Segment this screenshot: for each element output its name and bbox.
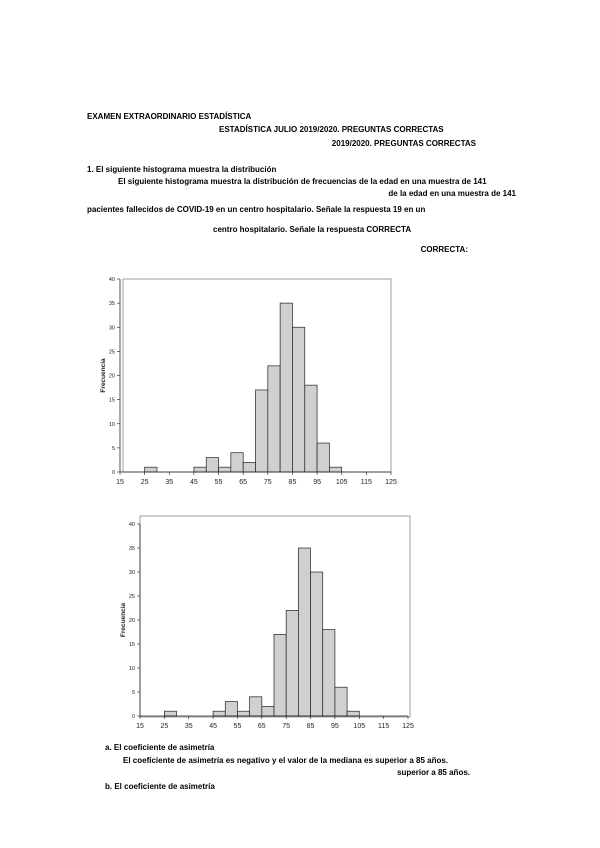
histogram-bar bbox=[280, 303, 292, 472]
y-tick-label: 15 bbox=[128, 642, 135, 648]
histogram-bar bbox=[323, 630, 335, 716]
y-tick-label: 10 bbox=[108, 421, 115, 428]
histogram-bar bbox=[213, 711, 225, 716]
x-tick-label: 85 bbox=[288, 479, 297, 486]
x-tick-label: 55 bbox=[214, 479, 223, 486]
histogram-chart-1 bbox=[95, 270, 410, 495]
exam-title: EXAMEN EXTRAORDINARIO ESTADÍSTICA bbox=[87, 112, 252, 121]
histogram-bar bbox=[286, 610, 298, 716]
histogram-bar bbox=[329, 467, 341, 472]
histogram-bar bbox=[194, 467, 206, 472]
x-tick-label: 35 bbox=[184, 723, 193, 730]
y-tick-label: 20 bbox=[128, 618, 135, 624]
y-tick-label: 0 bbox=[131, 714, 135, 720]
histogram-bar bbox=[243, 462, 255, 472]
y-tick-label: 5 bbox=[131, 690, 135, 696]
exam-subtitle: ESTADÍSTICA JULIO 2019/2020. PREGUNTAS CORRECTAS bbox=[219, 125, 444, 134]
question-1-text-line2: pacientes fallecidos de COVID-19 en un centro hospitalario. Señale la respuesta 19 en un bbox=[87, 205, 426, 214]
exam-subtitle-repeat: 2019/2020. PREGUNTAS CORRECTAS bbox=[331, 139, 476, 148]
y-tick-label: 25 bbox=[128, 594, 135, 600]
y-tick-label: 40 bbox=[108, 277, 115, 283]
histogram-bar bbox=[256, 390, 268, 472]
x-tick-label: 25 bbox=[140, 479, 149, 486]
option-a-label: a. El coeficiente de asimetría bbox=[105, 743, 215, 752]
y-tick-label: 30 bbox=[128, 570, 135, 576]
histogram-bar bbox=[219, 467, 231, 472]
y-tick-label: 10 bbox=[128, 666, 135, 672]
x-tick-label: 65 bbox=[257, 723, 266, 730]
y-tick-label: 20 bbox=[108, 373, 115, 380]
histogram-bar bbox=[305, 385, 317, 472]
y-tick-label: 30 bbox=[108, 325, 115, 332]
x-tick-label: 45 bbox=[190, 479, 198, 486]
y-axis-label: Frecuencia bbox=[120, 602, 127, 638]
histogram-bar bbox=[335, 687, 347, 716]
histogram-bar bbox=[292, 327, 304, 472]
histogram-bar bbox=[274, 634, 286, 716]
histogram-bar bbox=[237, 711, 249, 716]
y-tick-label: 15 bbox=[108, 397, 115, 404]
x-tick-label: 95 bbox=[313, 479, 321, 486]
histogram-bar bbox=[164, 711, 176, 716]
histogram-bar bbox=[311, 572, 323, 716]
x-tick-label: 25 bbox=[160, 723, 169, 730]
y-tick-label: 40 bbox=[128, 522, 135, 528]
histogram-bar bbox=[298, 548, 310, 716]
histogram-bar bbox=[206, 458, 218, 472]
x-tick-label: 15 bbox=[116, 479, 124, 486]
histogram-chart-2 bbox=[110, 512, 430, 737]
question-1-heading: 1. El siguiente histograma muestra la distribución bbox=[87, 165, 277, 174]
x-tick-label: 85 bbox=[306, 723, 315, 730]
y-tick-label: 5 bbox=[111, 445, 115, 452]
y-tick-label: 35 bbox=[108, 301, 115, 308]
x-tick-label: 105 bbox=[353, 723, 366, 730]
histogram-bar bbox=[317, 443, 329, 472]
x-tick-label: 115 bbox=[378, 723, 390, 730]
y-tick-label: 35 bbox=[128, 546, 135, 552]
x-tick-label: 95 bbox=[331, 723, 339, 730]
histogram-bar bbox=[225, 702, 237, 716]
x-tick-label: 125 bbox=[385, 479, 397, 486]
histogram-bar bbox=[347, 711, 359, 716]
x-tick-label: 125 bbox=[402, 723, 414, 730]
question-1-text: El siguiente histograma muestra la distribución de frecuencias de la edad en una muestra de 141 bbox=[118, 177, 487, 186]
y-axis-label: Frecuencia bbox=[100, 358, 107, 393]
histogram-bar bbox=[250, 697, 262, 716]
question-1-text-line3: centro hospitalario. Señale la respuesta CORRECTA bbox=[213, 225, 412, 234]
x-tick-label: 75 bbox=[282, 723, 291, 730]
x-tick-label: 45 bbox=[209, 723, 217, 730]
x-tick-label: 35 bbox=[165, 479, 174, 486]
question-1-correcta: CORRECTA: bbox=[420, 245, 468, 254]
x-tick-label: 15 bbox=[136, 723, 144, 730]
histogram-bar bbox=[231, 453, 243, 472]
y-tick-label: 0 bbox=[111, 470, 115, 476]
histogram-bar bbox=[262, 706, 274, 716]
y-tick-label: 25 bbox=[108, 349, 115, 356]
x-tick-label: 115 bbox=[360, 479, 372, 486]
x-tick-label: 55 bbox=[233, 723, 242, 730]
histogram-bar bbox=[268, 366, 280, 472]
histogram-bar bbox=[145, 467, 157, 472]
question-1-text-repeat: de la edad en una muestra de 141 bbox=[388, 189, 516, 198]
option-a-text-repeat: superior a 85 años. bbox=[397, 768, 470, 777]
option-a-text: El coeficiente de asimetría es negativo y el valor de la mediana es superior a 85 años. bbox=[123, 756, 449, 765]
x-tick-label: 105 bbox=[335, 479, 348, 486]
option-b-label: b. El coeficiente de asimetría bbox=[105, 782, 215, 791]
x-tick-label: 75 bbox=[263, 479, 272, 486]
x-tick-label: 65 bbox=[239, 479, 248, 486]
